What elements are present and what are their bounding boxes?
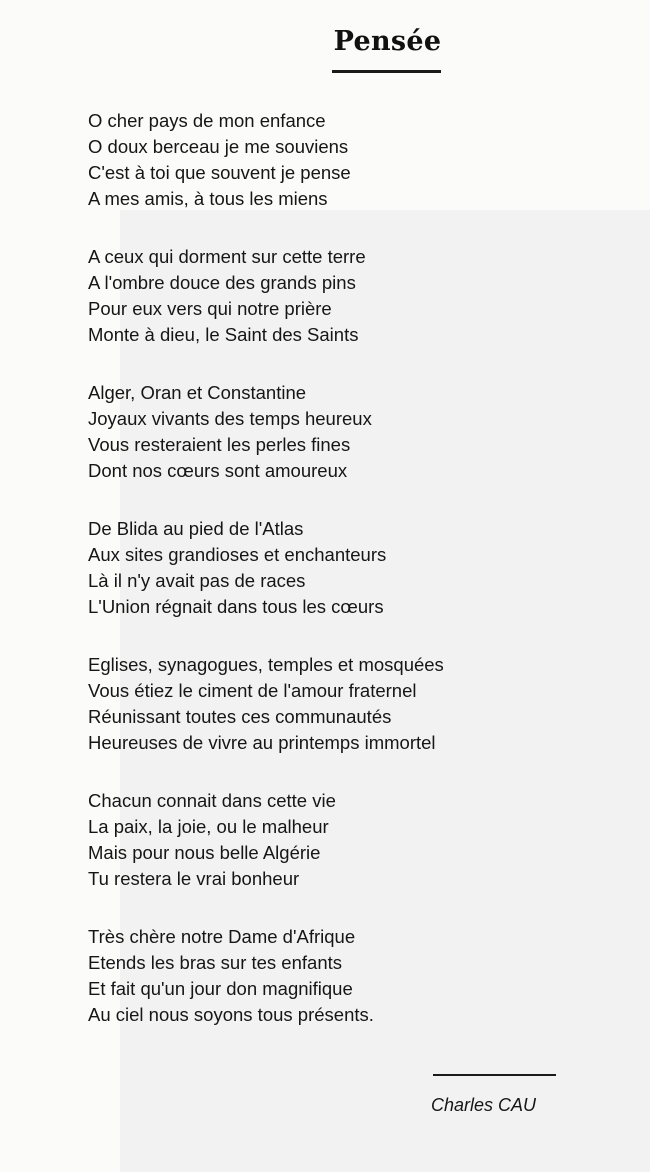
stanza-5 [88,652,608,756]
poem-line: Vous étiez le ciment de l'amour fraternel [88,680,417,701]
poem-line: Joyaux vivants des temps heureux [88,408,372,429]
poem-line: Là il n'y avait pas de races [88,570,306,591]
poem-line: Monte à dieu, le Saint des Saints [88,324,359,345]
poem-line: Eglises, synagogues, temples et mosquées [88,654,444,675]
poem-line: Heureuses de vivre au printemps immortel [88,732,436,753]
poem-line: O doux berceau je me souviens [88,136,349,157]
poem-line: Au ciel nous soyons tous présents. [88,1004,374,1025]
poem-line: Aux sites grandioses et enchanteurs [88,544,387,565]
signature-rule [433,1074,556,1076]
stanza-3 [88,380,608,484]
poem-line: A ceux qui dorment sur cette terre [88,246,366,267]
poem-line: Pour eux vers qui notre prière [88,298,332,319]
stanza-6 [88,788,608,892]
author-signature: Charles CAU [431,1095,537,1115]
poem-line: Etends les bras sur tes enfants [88,952,342,973]
poem-line: Réunissant toutes ces communautés [88,706,392,727]
poem-line: Vous resteraient les perles fines [88,434,351,455]
poem-line: O cher pays de mon enfance [88,110,326,131]
poem-body [88,108,608,1060]
poem-line: La paix, la joie, ou le malheur [88,816,329,837]
stanza-4 [88,516,608,620]
poem-line: Alger, Oran et Constantine [88,382,307,403]
title-underline [332,70,441,73]
poem-line: De Blida au pied de l'Atlas [88,518,304,539]
poem-line: Dont nos cœurs sont amoureux [88,460,348,481]
poem-title: Pensée [333,26,442,57]
poem-line: Et fait qu'un jour don magnifique [88,978,353,999]
stanza-2 [88,244,608,348]
poem-line: A mes amis, à tous les miens [88,188,328,209]
stanza-7 [88,924,608,1028]
poem-line: Chacun connait dans cette vie [88,790,336,811]
poem-line: C'est à toi que souvent je pense [88,162,351,183]
poem-line: L'Union régnait dans tous les cœurs [88,596,384,617]
stanza-1 [88,108,608,212]
poem-line: Tu restera le vrai bonheur [88,868,300,889]
poem-line: Mais pour nous belle Algérie [88,842,321,863]
poem-line: Très chère notre Dame d'Afrique [88,926,356,947]
poem-line: A l'ombre douce des grands pins [88,272,356,293]
